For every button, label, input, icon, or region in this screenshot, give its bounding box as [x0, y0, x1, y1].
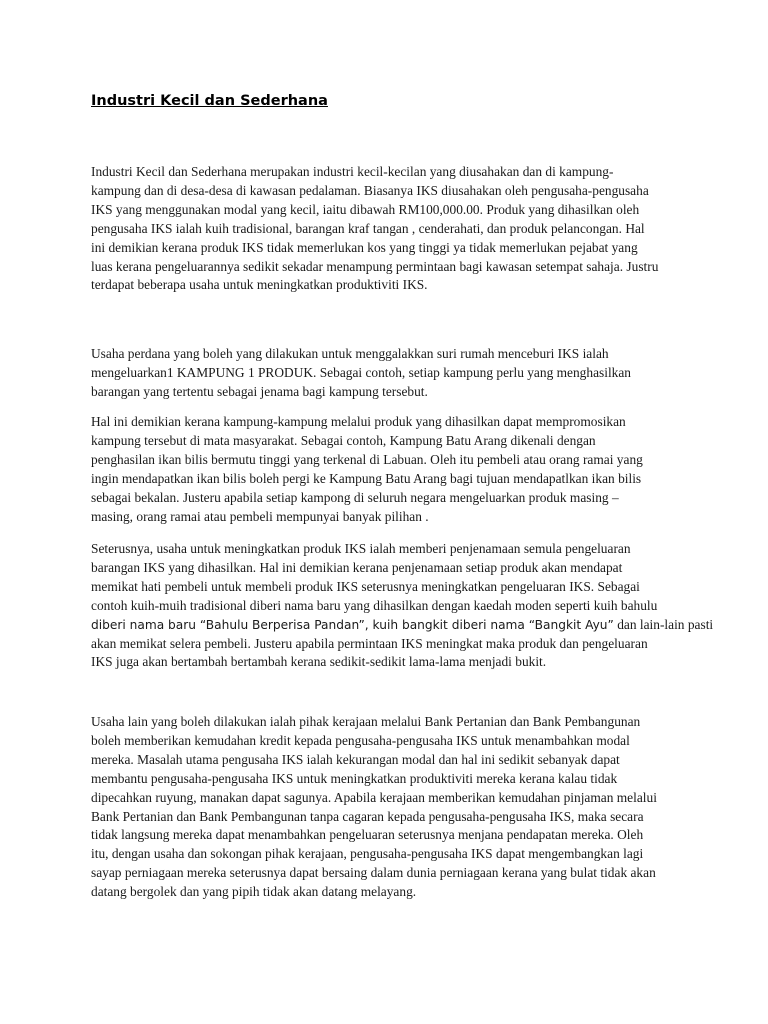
paragraph-2 [91, 345, 691, 402]
text-line: barangan IKS yang dihasilkan. Hal ini demikian kerana penjenamaan setiap produk akan mendapat [91, 559, 623, 575]
text-line: memikat hati pembeli untuk membeli produk IKS seterusnya meningkatkan pengeluaran IKS. Sebagai [91, 578, 640, 594]
text-line: contoh kuih-muih tradisional diberi nama baru yang dihasilkan dengan kaedah moden seperti kuih bahulu [91, 597, 658, 613]
paragraph-4 [91, 540, 714, 672]
text-line: IKS yang menggunakan modal yang kecil, iaitu dibawah RM100,000.00. Produk yang dihasilkan oleh [91, 201, 640, 217]
text-line: barangan yang tertentu sebagai jenama bagi kampung tersebut. [91, 383, 428, 399]
paragraph-1 [91, 163, 691, 295]
text-line: tidak langsung mereka dapat menambahkan pengeluaran seterusnya menjana pendapatan mereka. Oleh [91, 827, 644, 843]
text-line: kampung tersebut di mata masyarakat. Sebagai contoh, Kampung Batu Arang dikenali dengan [91, 432, 596, 448]
text-line: Bank Pertanian dan Bank Pembangunan tanpa cagaran kepada pengusaha-pengusaha IKS, maka secara [91, 808, 644, 824]
text-line: datang bergolek dan yang pipih tidak akan datang melayang. [91, 884, 417, 900]
text-line: kampung dan di desa-desa di kawasan pedalaman. Biasanya IKS diusahakan oleh pengusaha-pengusaha [91, 182, 649, 198]
text-line: luas kerana pengeluarannya sedikit sekadar menampung permintaan bagi kawasan setempat sahaja. Justru [91, 258, 659, 274]
text-line: membantu pengusaha-pengusaha IKS untuk meningkatkan produktiviti mereka kerana kalau tidak [91, 770, 618, 786]
mixed-font-line [91, 616, 714, 635]
text-line: mengeluarkan1 KAMPUNG 1 PRODUK. Sebagai contoh, setiap kampung perlu yang menghasilkan [91, 364, 631, 380]
text-line: dipecahkan ruyung, manakan dapat sagunya. Apabila kerajaan memberikan kemudahan pinjaman melalui [91, 789, 657, 805]
document-title: Industri Kecil dan Sederhana [91, 93, 328, 109]
text-line: Industri Kecil dan Sederhana merupakan industri kecil-kecilan yang diusahakan dan di kampung- [91, 164, 614, 179]
text-line: boleh memberikan kemudahan kredit kepada pengusaha-pengusaha IKS untuk menambahkan modal [91, 732, 630, 748]
text-line: itu, dengan usaha dan sokongan pihak kerajaan, pengusaha-pengusaha IKS dapat mengembangkan lagi [91, 846, 644, 862]
text-line: masing, orang ramai atau pembeli mempunyai banyak pilihan . [91, 508, 429, 524]
text-line: mereka. Masalah utama pengusaha IKS ialah kekurangan modal dan hal ini sedikit sebanyak dapat [91, 751, 620, 767]
paragraph-3 [91, 413, 691, 526]
text-line: IKS juga akan bertambah bertambah kerana sedikit-sedikit lama-lama menjadi bukit. [91, 654, 547, 670]
text-line: Usaha perdana yang boleh yang dilakukan untuk menggalakkan suri rumah menceburi IKS ialah [91, 346, 609, 361]
text-line: sebagai bekalan. Justeru apabila setiap kampong di seluruh negara mengeluarkan produk masing – [91, 489, 619, 505]
text-line: ini demikian kerana produk IKS tidak memerlukan kos yang tinggi ya tidak memerlukan pejabat yang [91, 239, 638, 255]
text-line: penghasilan ikan bilis bermutu tinggi yang terkenal di Labuan. Oleh itu pembeli atau orang ramai yang [91, 451, 643, 467]
text-line: sayap perniagaan mereka seterusnya dapat bersaing dalam dunia perniagaan kerana yang bulat tidak akan [91, 865, 656, 881]
text-line: pengusaha IKS ialah kuih tradisional, barangan kraf tangan , cenderahati, dan produk pelancongan. Hal [91, 220, 645, 236]
text-span-sans: diberi nama baru “Bahulu Berperisa Pandan”, kuih bangkit diberi nama “Bangkit Ayu” [91, 617, 614, 632]
text-line: ingin mendapatkan ikan bilis boleh pergi ke Kampung Batu Arang bagi tujuan mendapatlkan ikan bilis [91, 470, 642, 486]
text-line: Seterusnya, usaha untuk meningkatkan produk IKS ialah memberi penjenamaan semula pengeluaran [91, 541, 631, 556]
text-line: terdapat beberapa usaha untuk meningkatkan produktiviti IKS. [91, 277, 428, 293]
text-span-serif: dan lain-lain pasti [613, 616, 714, 632]
text-line: Usaha lain yang boleh dilakukan ialah pihak kerajaan melalui Bank Pertanian dan Bank Pembangunan [91, 714, 641, 729]
paragraph-5 [91, 713, 691, 902]
text-line: Hal ini demikian kerana kampung-kampung melalui produk yang dihasilkan dapat mempromosikan [91, 414, 626, 429]
text-line: akan memikat selera pembeli. Justeru apabila permintaan IKS meningkat maka produk dan pengeluaran [91, 635, 648, 651]
